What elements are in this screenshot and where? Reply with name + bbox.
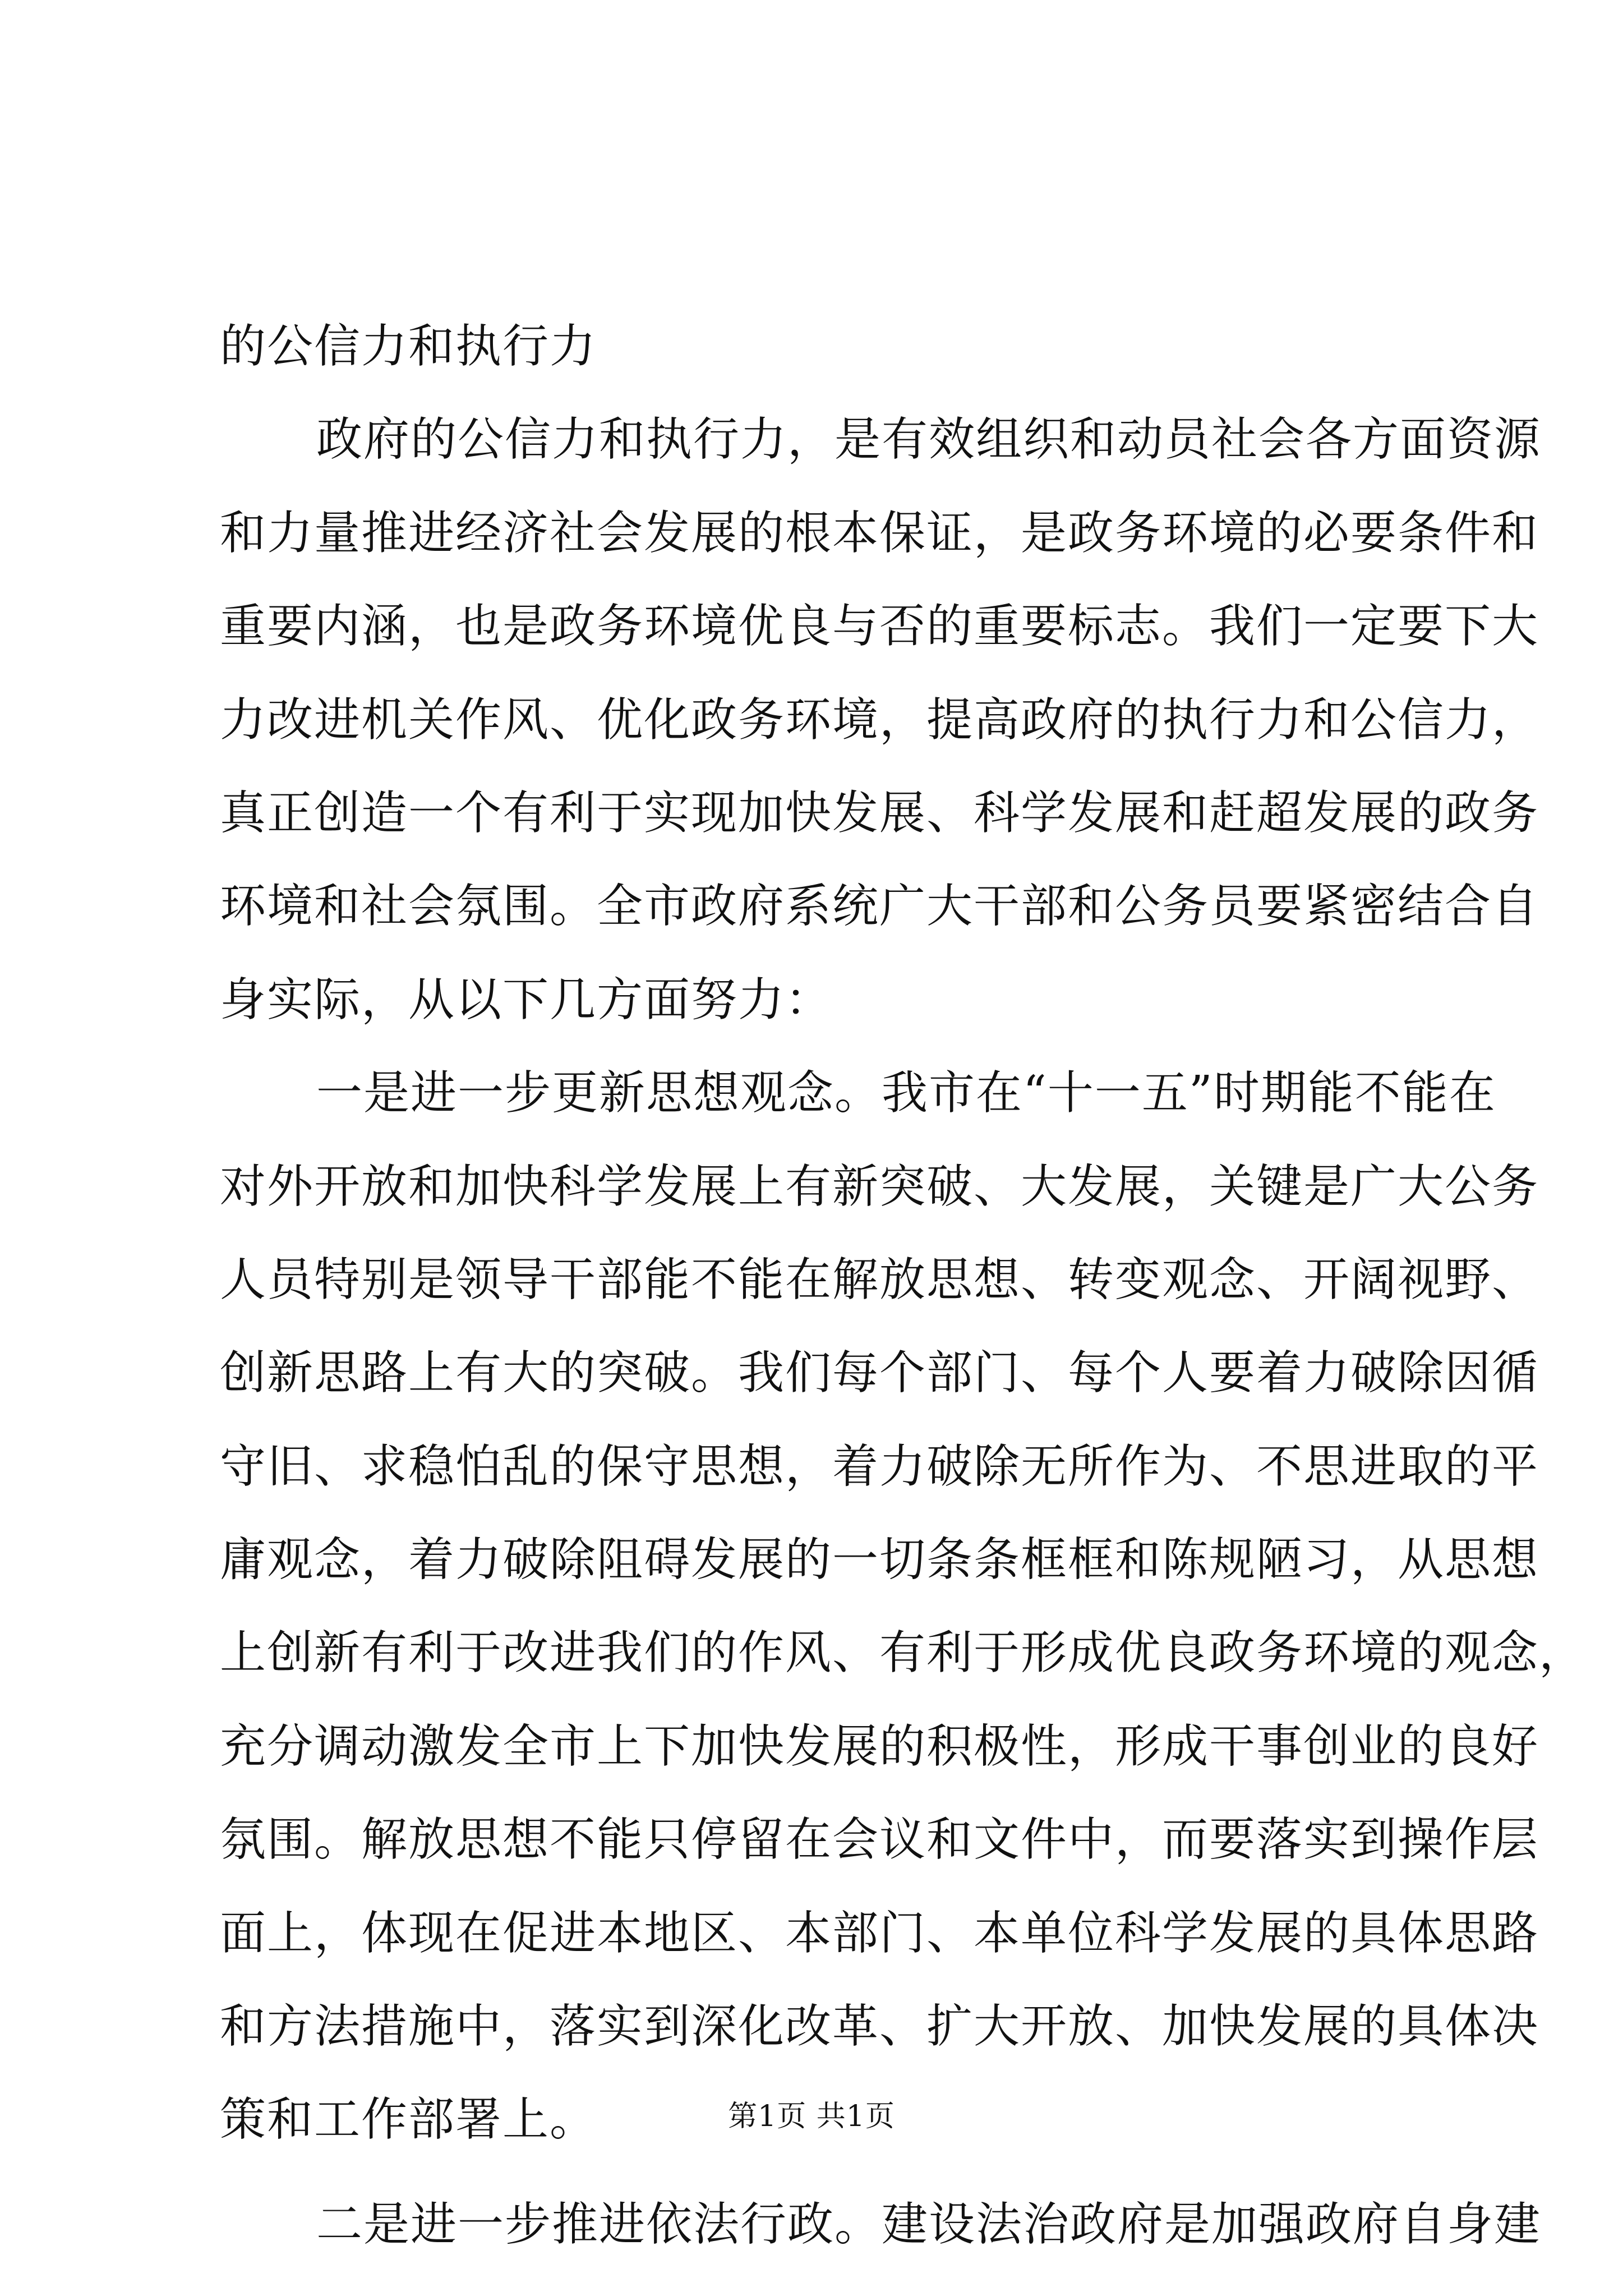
text-line: 守旧、求稳怕乱的保守思想，着力破除无所作为、不思进取的平: [220, 1439, 1539, 1493]
text-line: 对外开放和加快科学发展上有新突破、大发展，关键是广大公务: [220, 1159, 1539, 1213]
text-line: 真正创造一个有利于实现加快发展、科学发展和赶超发展的政务: [220, 786, 1539, 840]
text-line: 重要内涵，也是政务环境优良与否的重要标志。我们一定要下大: [220, 600, 1539, 654]
page-footer: 第1页 共1页: [728, 2100, 895, 2133]
text-line: 人员特别是领导干部能不能在解放思想、转变观念、开阔视野、: [220, 1253, 1539, 1306]
text-line: 庸观念，着力破除阻碍发展的一切条条框框和陈规陋习，从思想: [220, 1533, 1539, 1587]
text-line: 充分调动激发全市上下加快发展的积极性，形成干事创业的良好: [220, 1719, 1539, 1773]
document-body: [220, 300, 1587, 2271]
text-line: 政府的公信力和执行力，是有效组织和动员社会各方面资源: [316, 413, 1542, 467]
text-line: 一是进一步更新思想观念。我市在“十一五”时期能不能在: [316, 1066, 1496, 1120]
text-line: 和方法措施中，落实到深化改革、扩大开放、加快发展的具体决: [220, 2000, 1539, 2054]
text-line: 创新思路上有大的突破。我们每个部门、每个人要着力破除因循: [220, 1346, 1539, 1400]
text-line: 和力量推进经济社会发展的根本保证，是政务环境的必要条件和: [220, 506, 1539, 560]
text-line: 的公信力和执行力: [220, 320, 597, 373]
text-line: 二是进一步推进依法行政。建设法治政府是加强政府自身建: [316, 2197, 1542, 2251]
text-line: 身实际，从以下几方面努力：: [220, 973, 833, 1027]
text-line: 上创新有利于改进我们的作风、有利于形成优良政务环境的观念，: [220, 1626, 1587, 1680]
text-line: 环境和社会氛围。全市政府系统广大干部和公务员要紧密结合自: [220, 880, 1539, 933]
text-line: 面上，体现在促进本地区、本部门、本单位科学发展的具体思路: [220, 1906, 1539, 1960]
text-line: 氛围。解放思想不能只停留在会议和文件中，而要落实到操作层: [220, 1813, 1539, 1867]
text-line: 策和工作部署上。: [220, 2093, 597, 2147]
text-line: 力改进机关作风、优化政务环境，提高政府的执行力和公信力，: [220, 693, 1539, 747]
